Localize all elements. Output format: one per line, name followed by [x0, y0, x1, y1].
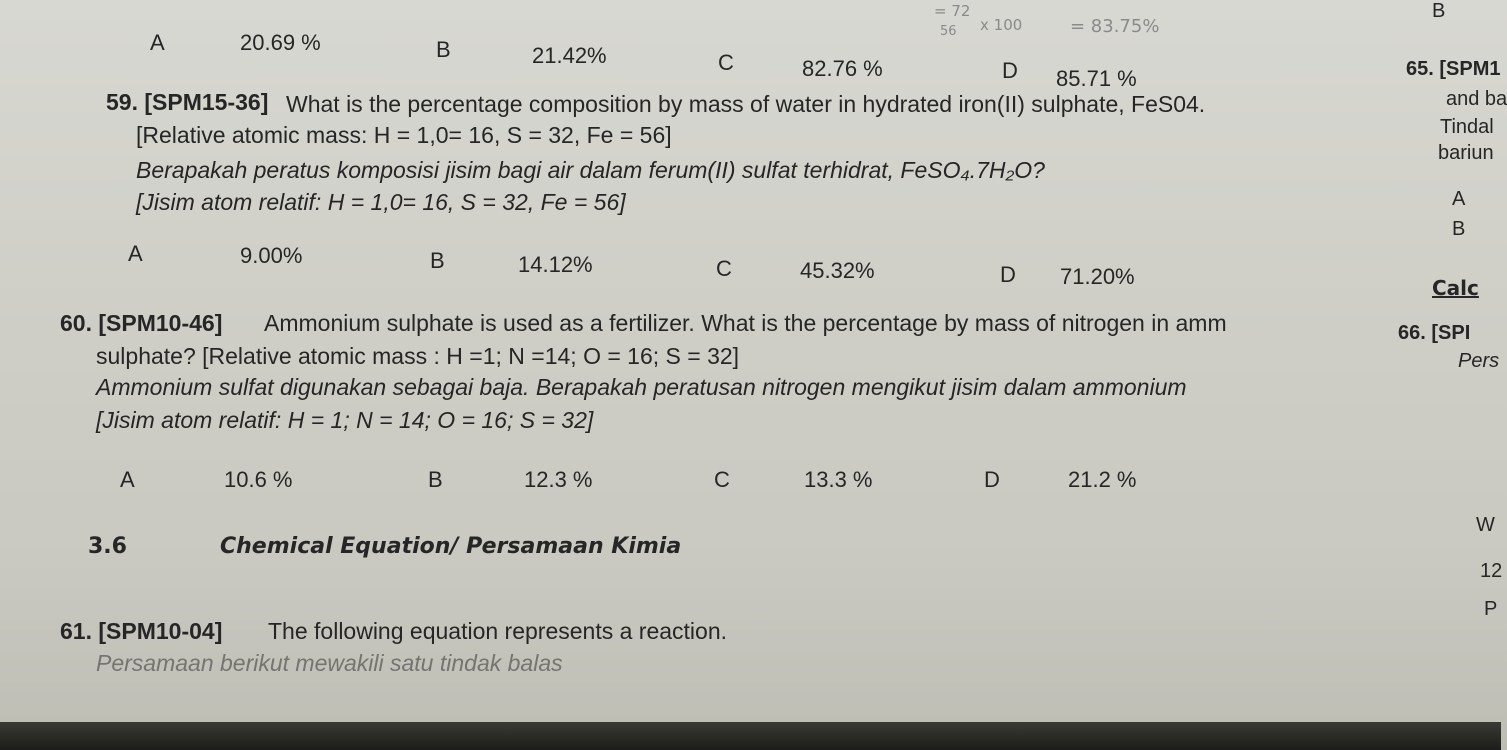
option-letter: B	[430, 248, 445, 273]
option-value: 10.6 %	[224, 467, 293, 492]
right-text-5: W	[1476, 514, 1495, 536]
option-letter: B	[436, 37, 451, 62]
question-text-en: Ammonium sulphate is used as a fertilizer. What is the percentage by mass of nitrogen in amm	[264, 310, 1227, 336]
option-value: 13.3 %	[804, 467, 873, 492]
question-66-number: 66. [SPI	[1398, 322, 1471, 344]
right-text-1: and ba	[1446, 88, 1507, 110]
question-number: 61. [SPM10-04]	[60, 618, 223, 644]
right-text-4: Pers	[1458, 350, 1500, 372]
option-letter: C	[718, 50, 734, 75]
question-number: 60. [SPM10-46]	[60, 310, 223, 336]
option-letter: D	[1000, 262, 1016, 287]
question-constants-ms: [Jisim atom relatif: H = 1; N = 14; O = 16; S = 32]	[96, 407, 594, 433]
dark-bottom-edge	[0, 722, 1501, 750]
right-text-6: 12	[1480, 560, 1503, 582]
right-text-7: P	[1484, 598, 1498, 620]
handwritten-note-4: = 83.75%	[1070, 16, 1160, 37]
handwritten-note-3: x 100	[980, 16, 1023, 34]
handwritten-note-2: 56	[940, 24, 957, 39]
right-text-2: Tindal	[1440, 116, 1494, 138]
question-text-ms: Ammonium sulfat digunakan sebagai baja. Berapakah peratusan nitrogen mengikut jisim dalam ammonium	[96, 374, 1187, 400]
handwritten-note-1: = 72	[934, 2, 971, 20]
option-value: 71.20%	[1060, 264, 1135, 289]
question-65-number: 65. [SPM1	[1406, 58, 1501, 80]
question-number: 59. [SPM15-36]	[106, 89, 269, 115]
section-number: 3.6	[88, 534, 127, 559]
question-text-en: The following equation represents a reaction.	[268, 618, 728, 644]
option-letter: C	[716, 256, 732, 281]
option-letter: A	[128, 241, 143, 266]
question-constants-ms: [Jisim atom relatif: H = 1,0= 16, S = 32, Fe = 56]	[136, 189, 626, 215]
right-calc-label: Calc	[1432, 276, 1479, 300]
option-value: 12.3 %	[524, 467, 593, 492]
option-value: 21.42%	[532, 43, 607, 68]
option-letter: C	[714, 467, 730, 492]
right-option-a: A	[1452, 188, 1466, 210]
question-constants-en: sulphate? [Relative atomic mass : H =1; N =14; O = 16; S = 32]	[96, 343, 740, 369]
section-title: Chemical Equation/ Persamaan Kimia	[220, 534, 682, 559]
option-letter: A	[150, 30, 165, 55]
option-value: 21.2 %	[1068, 467, 1137, 492]
option-value: 14.12%	[518, 252, 593, 277]
option-value: 45.32%	[800, 258, 875, 283]
option-letter: D	[1002, 58, 1018, 83]
option-letter: B	[428, 467, 443, 492]
top-right-letter: B	[1432, 0, 1446, 22]
option-value: 85.71 %	[1056, 66, 1137, 91]
option-letter: D	[984, 467, 1000, 492]
question-text-ms: Persamaan berikut mewakili satu tindak balas	[96, 650, 563, 676]
right-text-3: bariun	[1438, 142, 1494, 164]
question-text-ms: Berapakah peratus komposisi jisim bagi air dalam ferum(II) sulfat terhidrat, FeSO₄.7H₂O?	[136, 157, 1045, 183]
option-value: 82.76 %	[802, 56, 883, 81]
question-constants-en: [Relative atomic mass: H = 1,0= 16, S = 32, Fe = 56]	[136, 122, 672, 148]
option-value: 20.69 %	[240, 30, 321, 55]
option-value: 9.00%	[240, 243, 303, 268]
option-letter: A	[120, 467, 135, 492]
question-text-en: What is the percentage composition by mass of water in hydrated iron(II) sulphate, FeS04.	[286, 91, 1206, 117]
right-option-b: B	[1452, 218, 1466, 240]
